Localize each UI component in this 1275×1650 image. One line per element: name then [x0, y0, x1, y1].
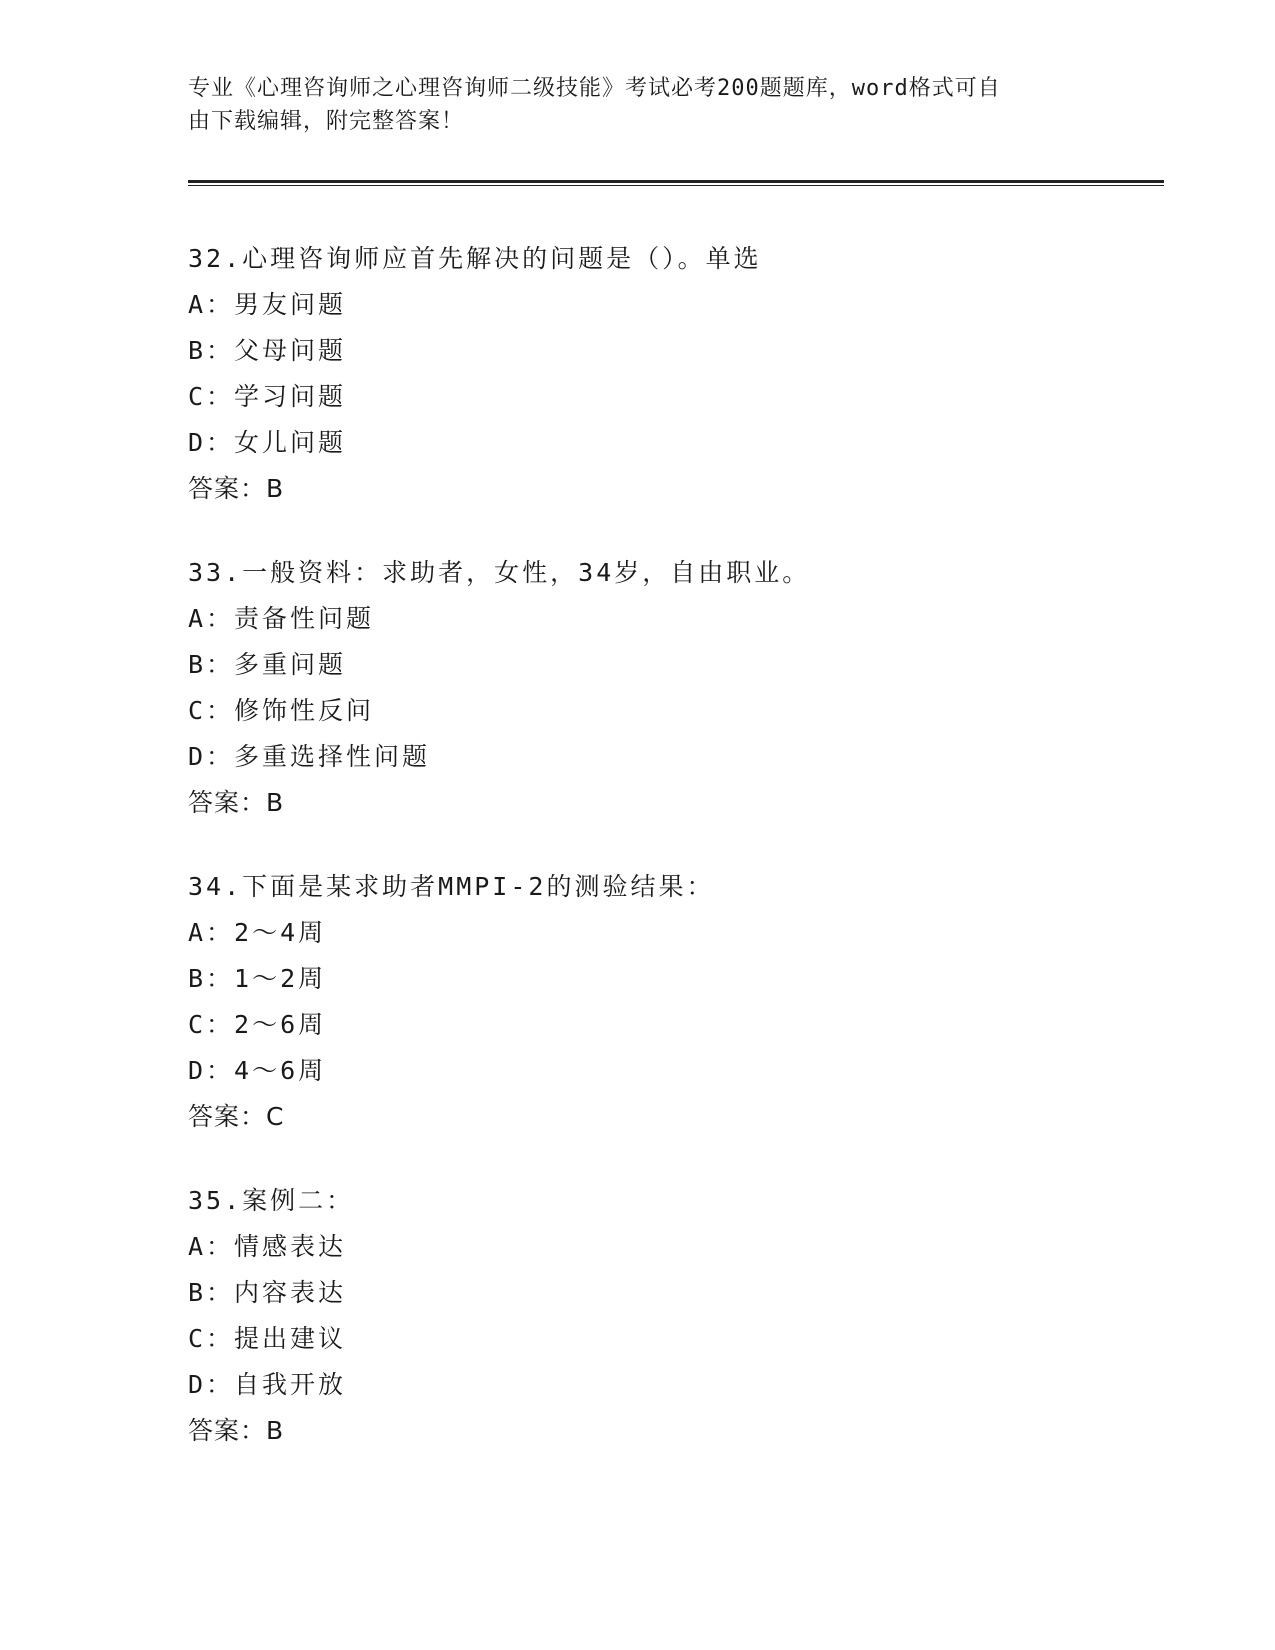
- question-stem: 32.心理咨询师应首先解决的问题是（）。单选: [188, 244, 762, 273]
- option-b: B：父母问题: [188, 336, 347, 365]
- document-header: [188, 72, 1078, 138]
- option-d: D：自我开放: [188, 1370, 347, 1399]
- answer-key: 答案：B: [188, 474, 285, 503]
- option-a: A：责备性问题: [188, 604, 375, 633]
- question-33: [188, 550, 1088, 826]
- question-32: [188, 236, 1088, 512]
- question-34: [188, 864, 1088, 1140]
- option-d: D：女儿问题: [188, 428, 347, 457]
- answer-key: 答案：C: [188, 1102, 285, 1131]
- option-c: C：提出建议: [188, 1324, 347, 1353]
- header-divider-thin: [188, 185, 1164, 186]
- option-b: B：内容表达: [188, 1278, 347, 1307]
- answer-key: 答案：B: [188, 1416, 285, 1445]
- question-list: [188, 236, 1088, 1492]
- question-stem: 34.下面是某求助者MMPI-2的测验结果：: [188, 872, 715, 901]
- answer-key: 答案：B: [188, 788, 285, 817]
- header-divider-thick: [188, 180, 1164, 183]
- option-d: D：4～6周: [188, 1056, 327, 1085]
- option-a: A：男友问题: [188, 290, 347, 319]
- option-d: D：多重选择性问题: [188, 742, 431, 771]
- option-b: B：1～2周: [188, 964, 327, 993]
- option-b: B：多重问题: [188, 650, 347, 679]
- question-stem: 33.一般资料：求助者，女性，34岁，自由职业。: [188, 558, 811, 587]
- option-c: C：2～6周: [188, 1010, 327, 1039]
- question-35: [188, 1178, 1088, 1454]
- question-stem: 35.案例二：: [188, 1186, 355, 1215]
- header-line-1: 专业《心理咨询师之心理咨询师二级技能》考试必考200题题库，word格式可自: [188, 76, 1001, 101]
- option-a: A：2～4周: [188, 918, 327, 947]
- option-c: C：学习问题: [188, 382, 347, 411]
- option-a: A：情感表达: [188, 1232, 347, 1261]
- header-line-2: 由下载编辑，附完整答案！: [188, 109, 465, 134]
- option-c: C：修饰性反问: [188, 696, 375, 725]
